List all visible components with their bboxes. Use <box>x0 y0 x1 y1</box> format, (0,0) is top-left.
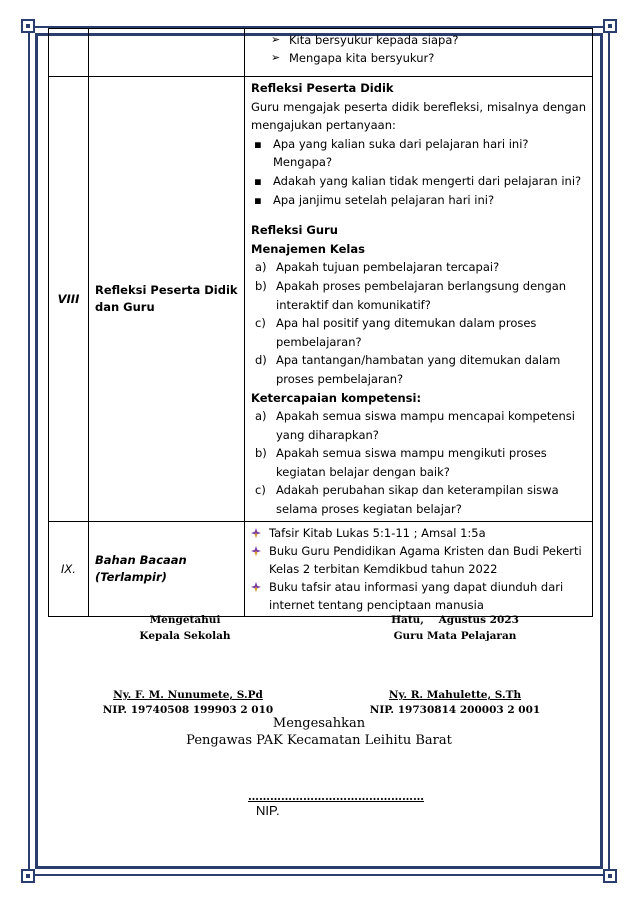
list-item <box>251 481 586 518</box>
student-question-list <box>251 135 586 209</box>
question-list <box>251 33 586 69</box>
item-text: Apakah proses pembelajaran berlangsung dengan interaktif dan komunikatif? <box>276 278 567 312</box>
star-bullet-icon <box>251 528 261 538</box>
row-number: VIII <box>49 77 89 522</box>
item-text: Tafsir Kitab Lukas 5:1-11 ; Amsal 1:5a <box>269 525 486 540</box>
list-item <box>251 351 586 388</box>
activity-label: Bahan Bacaan (Terlampir) <box>89 521 245 616</box>
teacher-name: Ny. R. Mahulette, S.Th <box>388 689 522 701</box>
item-text: Apakah tujuan pembelajaran tercapai? <box>276 260 500 275</box>
corner-ornament <box>603 19 617 33</box>
list-item <box>251 314 586 351</box>
list-item <box>251 258 586 277</box>
star-bullet-icon <box>251 582 261 592</box>
principal-title: Kepala Sekolah <box>139 630 231 642</box>
detail-cell <box>245 29 593 77</box>
item-marker: c) <box>255 483 266 498</box>
reading-list <box>251 524 586 614</box>
table-row <box>49 521 593 616</box>
teacher-name-block <box>355 688 555 718</box>
item-marker: c) <box>255 316 266 331</box>
list-item <box>251 524 586 542</box>
principal-signature-block <box>100 612 270 644</box>
list-item: ▪ Adakah yang kalian tidak mengerti dari pelajaran ini? <box>251 172 586 191</box>
row-number: IX. <box>49 521 89 616</box>
item-marker: d) <box>255 353 267 368</box>
list-item: ▪ Apa janjimu setelah pelajaran hari ini? <box>251 191 586 210</box>
list-item <box>251 277 586 314</box>
supervisor-name-blank: ………………………………………… <box>248 790 424 803</box>
item-marker: a) <box>255 260 267 275</box>
place-date: Hatu, Agustus 2023 <box>391 614 519 626</box>
list-item <box>251 407 586 444</box>
item-marker: b) <box>255 446 267 461</box>
principal-nip: NIP. 19740508 199903 2 010 <box>102 704 274 716</box>
detail-cell <box>245 521 593 616</box>
star-bullet-icon <box>251 546 261 556</box>
item-text: Apa hal positif yang ditemukan dalam proses pembelajaran? <box>276 316 537 349</box>
approval-label: Mengesahkan <box>272 716 366 731</box>
principal-name: Ny. F. M. Nunumete, S.Pd <box>113 689 263 701</box>
item-marker: a) <box>255 409 267 424</box>
item-marker: b) <box>255 278 267 293</box>
corner-ornament <box>21 869 35 883</box>
list-item: ▪ Apa yang kalian suka dari pelajaran hari ini? Mengapa? <box>251 135 586 172</box>
list-item <box>251 444 586 481</box>
item-text: Buku Guru Pendidikan Agama Kristen dan Budi Pekerti Kelas 2 terbitan Kemdikbud tahun 2022 <box>269 543 582 576</box>
competency-list <box>251 407 586 519</box>
item-text: Apakah semua siswa mampu mencapai kompetensi yang diharapkan? <box>276 409 575 442</box>
table-row <box>49 77 593 522</box>
student-reflection-intro: Guru mengajak peserta didik berefleksi, misalnya dengan mengajukan pertanyaan: <box>251 99 586 133</box>
supervisor-nip: NIP. <box>256 803 280 818</box>
teacher-title: Guru Mata Pelajaran <box>393 630 517 642</box>
item-text: Apakah semua siswa mampu mengikuti proses kegiatan belajar dengan baik? <box>276 446 547 479</box>
principal-name-block <box>88 688 288 718</box>
list-item: ➢ Mengapa kita bersyukur? <box>251 47 586 69</box>
list-item: ➢ Kita bersyukur kepada siapa? <box>251 33 586 47</box>
corner-ornament <box>21 19 35 33</box>
teacher-signature-block <box>370 612 540 644</box>
teacher-nip: NIP. 19730814 200003 2 001 <box>369 704 541 716</box>
known-by-label: Mengetahui <box>149 614 221 626</box>
list-item <box>251 542 586 578</box>
list-item <box>251 578 586 614</box>
item-text: Adakah perubahan sikap dan keterampilan siswa selama proses kegiatan belajar? <box>276 483 559 517</box>
activity-label: Refleksi Peserta Didik dan Guru <box>89 77 245 522</box>
competency-title: Ketercapaian kompetensi: <box>251 390 422 405</box>
item-text: Buku tafsir atau informasi yang dapat diunduh dari internet tentang penciptaan manusia <box>269 579 564 612</box>
teacher-reflection-title: Refleksi Guru <box>251 223 338 238</box>
row-number-cell <box>49 29 89 77</box>
lesson-plan-table <box>48 28 593 617</box>
management-list <box>251 258 586 388</box>
class-management-title: Menajemen Kelas <box>251 241 365 256</box>
supervisor-title: Pengawas PAK Kecamatan Leihitu Barat <box>186 733 452 748</box>
activity-cell <box>89 29 245 77</box>
item-text: Apa tantangan/hambatan yang ditemukan dalam proses pembelajaran? <box>276 353 561 386</box>
student-reflection-title: Refleksi Peserta Didik <box>251 81 394 95</box>
corner-ornament <box>603 869 617 883</box>
table-row <box>49 29 593 77</box>
detail-cell <box>245 77 593 522</box>
